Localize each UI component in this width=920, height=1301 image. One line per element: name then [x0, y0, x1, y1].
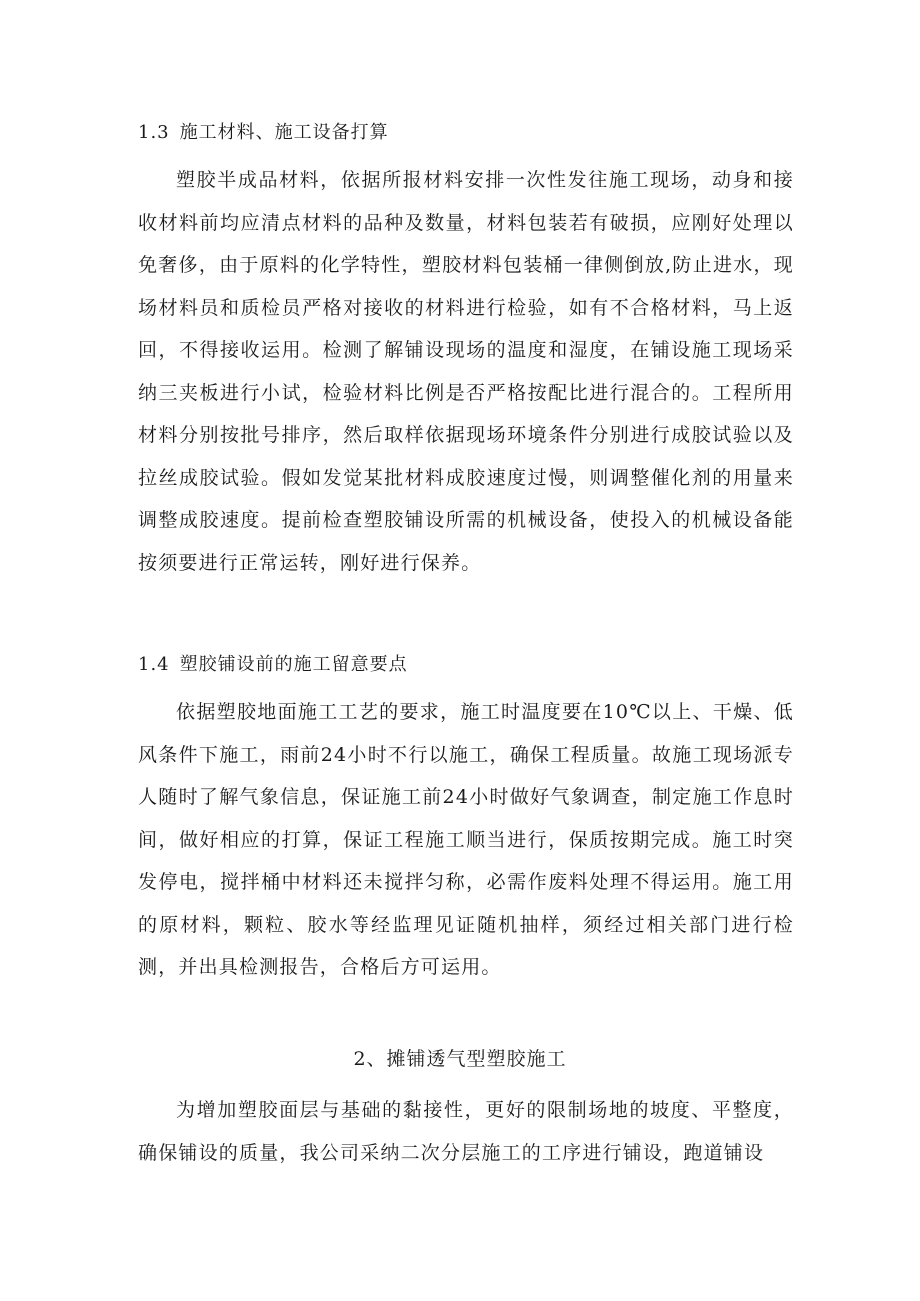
- paragraph-precautions: 依据塑胶地面施工工艺的要求，施工时温度要在10℃以上、干燥、低风条件下施工，雨前24小时不行以施工，确保工程质量。故施工现场派专人随时了解气象信息，保证施工前24小时做好气象调查，制定施工作息时间，做好相应的打算，保证工程施工顺当进行，保质按期完成。施工时突发停电，搅拌桶中材料还未搅拌匀称，必需作废料处理不得运用。施工用的原材料，颗粒、胶水等经监理见证随机抽样，须经过相关部门进行检测，并出具检测报告，合格后方可运用。: [138, 701, 794, 978]
- section-number: 1.3: [138, 122, 170, 143]
- section-heading-1-3: [138, 121, 389, 145]
- section-title: 塑胶铺设前的施工留意要点: [179, 654, 408, 675]
- paragraph-materials: 塑胶半成品材料，依据所报材料安排一次性发往施工现场，动身和接收材料前均应清点材料的品种及数量，材料包装若有破损，应刚好处理以免奢侈，由于原料的化学特性，塑胶材料包装桶一律侧倒放,防止进水，现场材料员和质检员严格对接收的材料进行检验，如有不合格材料，马上返回，不得接收运用。检测了解铺设现场的温度和湿度，在铺设施工现场采纳三夹板进行小试，检验材料比例是否严格按配比进行混合的。工程所用材料分别按批号排序，然后取样依据现场环境条件分别进行成胶试验以及拉丝成胶试验。假如发觉某批材料成胶速度过慢，则调整催化剂的用量来调整成胶速度。提前检查塑胶铺设所需的机械设备，使投入的机械设备能按须要进行正常运转，刚好进行保养。: [138, 169, 794, 574]
- paragraph-paving: 为增加塑胶面层与基础的黏接性，更好的限制场地的坡度、平整度，确保铺设的质量，我公司采纳二次分层施工的工序进行铺设，跑道铺设: [138, 1099, 794, 1164]
- section-number: 1.4: [138, 654, 170, 675]
- section-heading-1-4: [138, 653, 408, 677]
- section-title: 施工材料、施工设备打算: [179, 122, 389, 143]
- section-heading-2: 2、摊铺透气型塑胶施工: [353, 1048, 567, 1070]
